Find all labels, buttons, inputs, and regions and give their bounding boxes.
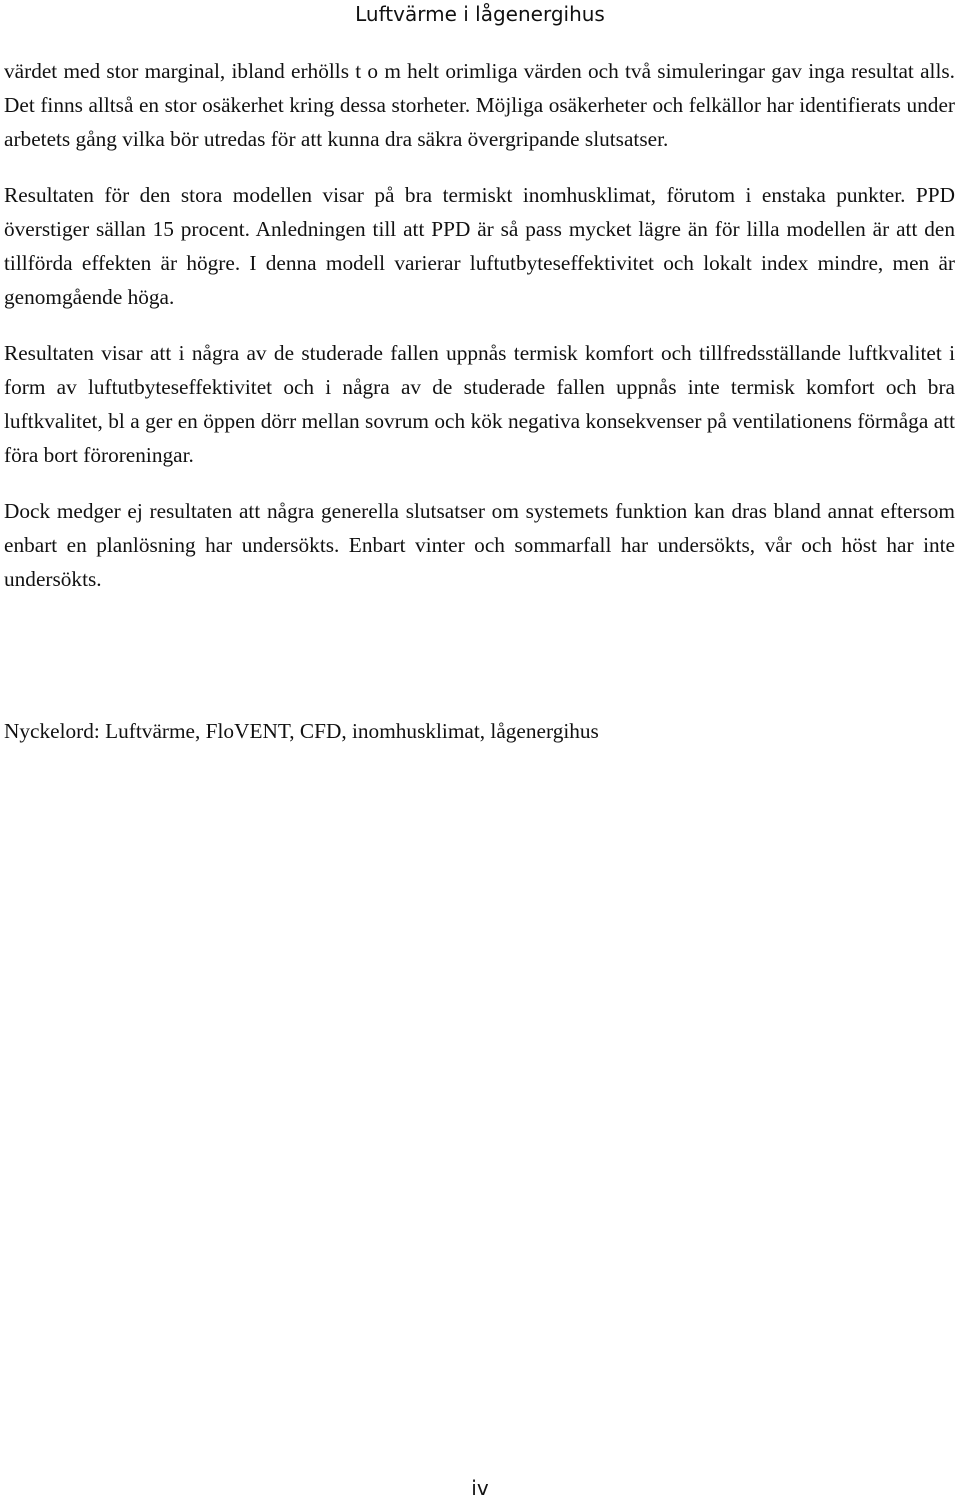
paragraph-3: Resultaten visar att i några av de studerade fallen uppnås termisk komfort och tillfredsställande luftkvalitet i form av luftutbyteseffektivitet och i några av de studerade fallen uppnås inte termisk komfort och bra luftkvalitet, bl a ger en öppen dörr mellan sovrum och kök negativa konsekvenser på ventilationens förmåga att föra bort föroreningar. <box>4 341 955 467</box>
page-number: iv <box>471 1476 489 1500</box>
paragraph-4: Dock medger ej resultaten att några generella slutsatser om systemets funktion kan dras bland annat eftersom enbart en planlösning har undersökts. Enbart vinter och sommarfall har undersökts, vår och höst har inte undersökts. <box>4 499 955 591</box>
running-header: Luftvärme i lågenergihus <box>355 2 605 26</box>
paragraph-2: Resultaten för den stora modellen visar på bra termiskt inomhusklimat, förutom i enstaka punkter. PPD överstiger sällan 15 procent. Anledningen till att PPD är så pass mycket lägre än för lilla modellen är att den tillförda effekten är högre. I denna modell varierar luftutbyteseffektivitet och lokalt index mindre, men är genomgående höga. <box>4 183 955 309</box>
paragraph-1: värdet med stor marginal, ibland erhölls t o m helt orimliga värden och två simuleringar gav inga resultat alls. Det finns alltså en stor osäkerhet kring dessa storheter. Möjliga osäkerheter och felkällor har identifierats under arbetets gång vilka bör utredas för att kunna dra säkra övergripande slutsatser. <box>4 59 955 151</box>
keywords-line: Nyckelord: Luftvärme, FloVENT, CFD, inomhusklimat, lågenergihus <box>4 719 599 743</box>
body-text <box>4 54 955 596</box>
